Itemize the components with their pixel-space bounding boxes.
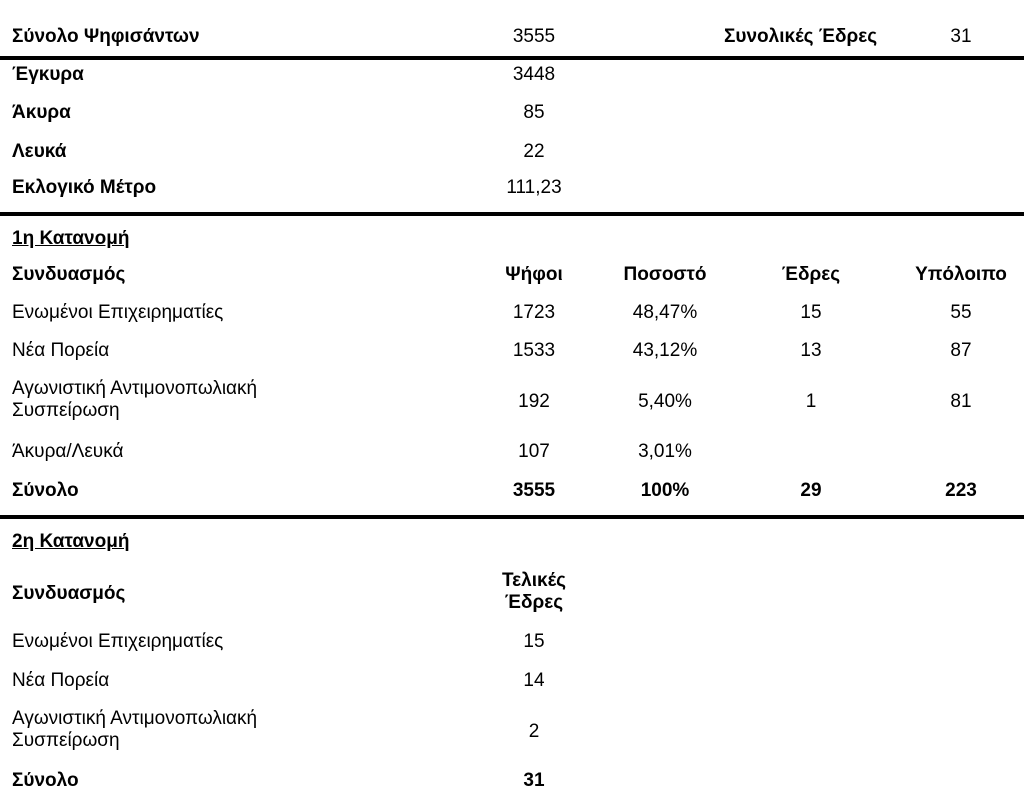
quota-value: 111,23 bbox=[506, 177, 562, 198]
invalid-value: 85 bbox=[523, 102, 545, 123]
percent-cell: 3,01% bbox=[638, 441, 692, 462]
seats-cell: 15 bbox=[800, 302, 822, 323]
total-seats-label: Συνολικές Έδρες bbox=[724, 26, 878, 47]
total-remainder: 223 bbox=[945, 480, 977, 501]
divider bbox=[0, 212, 1024, 216]
divider bbox=[0, 515, 1024, 519]
combination-name: Άκυρα/Λευκά bbox=[12, 441, 124, 462]
header-combination: Συνδυασμός bbox=[12, 583, 126, 604]
combination-name: Νέα Πορεία bbox=[12, 340, 110, 361]
combination-name: Αγωνιστική Αντιμονοπωλιακή Συσπείρωση bbox=[12, 708, 258, 751]
seats-cell: 13 bbox=[800, 340, 822, 361]
seats-cell: 1 bbox=[805, 391, 817, 412]
first-allocation-title: 1η Κατανομή bbox=[12, 228, 130, 249]
final-seats-cell: 14 bbox=[523, 670, 545, 691]
votes-cell: 107 bbox=[518, 441, 550, 462]
second-allocation-title: 2η Κατανομή bbox=[12, 531, 130, 552]
header-final-seats: Τελικές Έδρες bbox=[501, 570, 567, 613]
header-votes: Ψήφοι bbox=[505, 264, 563, 285]
votes-cell: 1723 bbox=[512, 302, 556, 323]
invalid-label: Άκυρα bbox=[12, 102, 71, 123]
total-voters-label: Σύνολο Ψηφισάντων bbox=[12, 26, 200, 47]
blank-value: 22 bbox=[523, 141, 545, 162]
percent-cell: 48,47% bbox=[632, 302, 698, 323]
percent-cell: 43,12% bbox=[632, 340, 698, 361]
combination-name: Νέα Πορεία bbox=[12, 670, 110, 691]
quota-label: Εκλογικό Μέτρο bbox=[12, 177, 157, 198]
votes-cell: 1533 bbox=[512, 340, 556, 361]
total-percent: 100% bbox=[640, 480, 690, 501]
combination-name: Ενωμένοι Επιχειρηματίες bbox=[12, 631, 224, 652]
divider bbox=[0, 56, 1024, 60]
total-seats: 29 bbox=[800, 480, 822, 501]
header-combination: Συνδυασμός bbox=[12, 264, 126, 285]
remainder-cell: 55 bbox=[950, 302, 972, 323]
total-final-seats: 31 bbox=[523, 770, 545, 791]
remainder-cell: 87 bbox=[950, 340, 972, 361]
valid-value: 3448 bbox=[512, 64, 556, 85]
header-remainder: Υπόλοιπο bbox=[915, 264, 1007, 285]
total-label: Σύνολο bbox=[12, 770, 79, 791]
final-seats-cell: 2 bbox=[528, 721, 540, 742]
votes-cell: 192 bbox=[518, 391, 550, 412]
valid-label: Έγκυρα bbox=[12, 64, 84, 85]
total-label: Σύνολο bbox=[12, 480, 79, 501]
header-percent: Ποσοστό bbox=[623, 264, 707, 285]
total-voters-value: 3555 bbox=[512, 26, 556, 47]
blank-label: Λευκά bbox=[12, 141, 67, 162]
percent-cell: 5,40% bbox=[638, 391, 692, 412]
total-votes: 3555 bbox=[512, 480, 556, 501]
total-seats-value: 31 bbox=[950, 26, 972, 47]
remainder-cell: 81 bbox=[950, 391, 972, 412]
combination-name: Ενωμένοι Επιχειρηματίες bbox=[12, 302, 224, 323]
header-seats: Έδρες bbox=[781, 264, 841, 285]
combination-name: Αγωνιστική Αντιμονοπωλιακή Συσπείρωση bbox=[12, 378, 258, 421]
final-seats-cell: 15 bbox=[523, 631, 545, 652]
